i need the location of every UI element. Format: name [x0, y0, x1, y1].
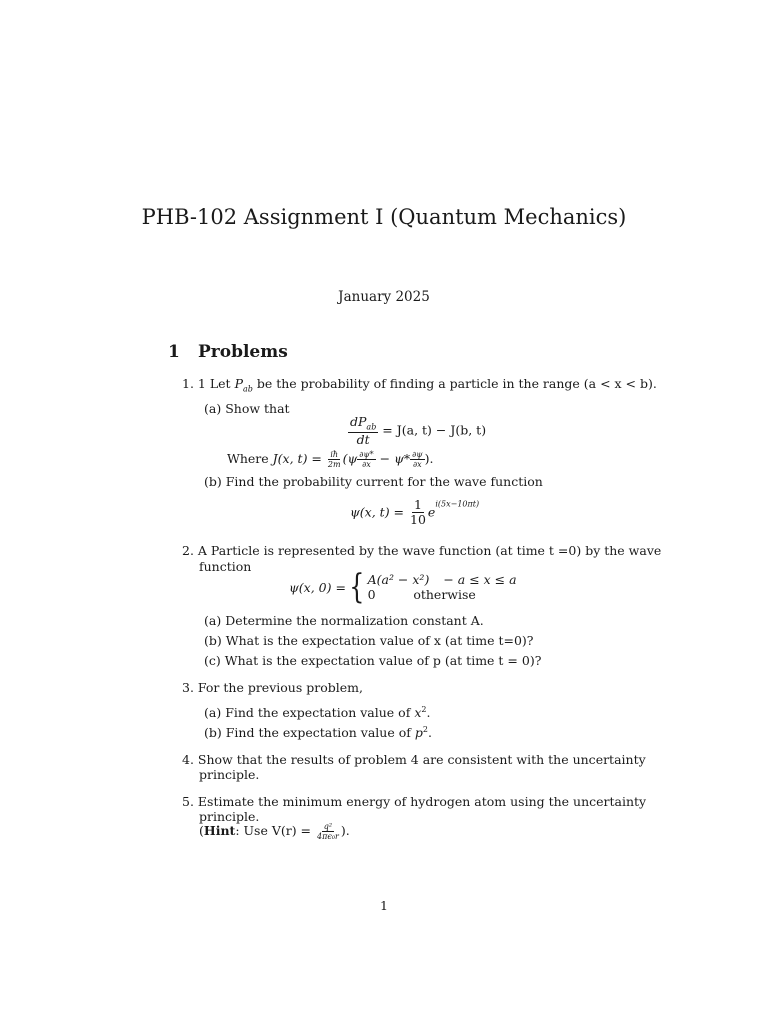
problem-5-line1: Estimate the minimum energy of hydrogen atom using the uncertainty	[197, 794, 647, 809]
problem-5	[182, 794, 646, 809]
problem-number: 5.	[182, 794, 194, 809]
part-text: Find the expectation value of	[225, 725, 411, 741]
eq-den: 10	[410, 512, 426, 528]
problem-1	[182, 376, 657, 394]
part-text: Find the expectation value of	[225, 705, 411, 721]
part-label: (b)	[204, 725, 222, 741]
hint-num: q²	[323, 822, 333, 831]
problem-3	[182, 680, 363, 695]
d1-num: ∂ψ*	[359, 450, 374, 459]
coef-num: iħ	[330, 450, 339, 459]
equation-dpab-dt	[348, 415, 486, 447]
section-title: Problems	[198, 342, 288, 362]
page-number: 1	[380, 898, 388, 913]
case2-expr: 0	[367, 587, 376, 602]
part-end: .	[426, 705, 431, 721]
problem-number: 2.	[182, 543, 194, 558]
current-definition	[227, 450, 433, 469]
part-end: .	[427, 725, 432, 741]
problem-number: 4.	[182, 752, 194, 767]
coef-den: 2m	[327, 460, 341, 470]
where-prefix: Where	[227, 451, 269, 467]
problem-5-line2: principle.	[199, 809, 260, 824]
document-date: January 2025	[338, 289, 430, 305]
problem-number: 3.	[182, 680, 194, 695]
case1-expr: A(a² − x²)	[367, 572, 430, 587]
hint-close: ).	[340, 823, 350, 839]
problem-4-line1: Show that the results of problem 4 are consistent with the uncertainty	[197, 752, 646, 767]
fraction-1-10	[408, 498, 428, 528]
problem-3a	[204, 705, 430, 720]
problem-2a	[204, 613, 484, 628]
brace-glyph: {	[349, 567, 365, 607]
piecewise-equation	[289, 567, 517, 607]
where-body-3: ).	[424, 451, 434, 467]
problem-1-var: P	[234, 376, 243, 391]
part-text: Show that	[225, 401, 290, 416]
problem-number: 1.	[182, 376, 194, 391]
part-label: (b)	[204, 633, 222, 648]
part-sup: 2	[422, 725, 428, 734]
derivative-2	[410, 450, 424, 469]
equation-wavefunction	[350, 498, 479, 528]
fraction-dpab-dt	[348, 415, 378, 447]
hint-text: : Use V(r) =	[235, 823, 312, 839]
problem-1-var-sub: ab	[242, 384, 253, 394]
section-heading	[168, 342, 288, 362]
hint-fraction	[315, 822, 341, 841]
piecewise-lhs: ψ(x, 0) =	[289, 579, 346, 595]
where-body-2: − ψ*	[379, 451, 411, 467]
problem-1b	[204, 474, 543, 489]
problem-1a	[204, 401, 290, 416]
hint-open: (	[199, 823, 204, 839]
d2-num: ∂ψ	[412, 450, 423, 459]
part-text: Find the probability current for the wave function	[225, 474, 543, 489]
coef-fraction	[326, 450, 343, 469]
problem-4	[182, 752, 646, 767]
part-label: (a)	[204, 401, 222, 416]
problem-2-line1: A Particle is represented by the wave function (at time t =0) by the wave	[197, 543, 662, 558]
where-lhs: J(x, t) =	[272, 451, 322, 467]
problem-1-intro-suffix: be the probability of finding a particle in the range (a < x < b).	[256, 376, 657, 391]
part-label: (c)	[204, 653, 221, 668]
case2-cond: otherwise	[413, 587, 476, 602]
problem-2	[182, 543, 661, 558]
problem-5-hint	[199, 822, 350, 841]
where-body-1: (ψ	[342, 451, 358, 467]
case1-cond: − a ≤ x ≤ a	[443, 572, 517, 587]
part-label: (a)	[204, 705, 222, 721]
piecewise-cases	[368, 572, 517, 602]
part-text: What is the expectation value of x (at time t=0)?	[225, 633, 534, 648]
eq-numerator-sub: ab	[366, 422, 377, 432]
derivative-1	[357, 450, 375, 469]
eq-exp: i(5x−10πt)	[435, 499, 480, 509]
eq-lhs: ψ(x, t) =	[350, 504, 405, 520]
part-math: x	[414, 705, 422, 721]
document-title: PHB-102 Assignment I (Quantum Mechanics)	[141, 205, 627, 229]
part-text: Determine the normalization constant A.	[225, 613, 484, 628]
eq-rhs: = J(a, t) − J(b, t)	[382, 422, 487, 438]
part-math: p	[414, 725, 423, 741]
problem-2b	[204, 633, 534, 648]
part-sup: 2	[421, 705, 427, 714]
problem-3b	[204, 725, 432, 740]
part-label: (a)	[204, 613, 222, 628]
problem-2-line2: function	[199, 559, 252, 574]
problem-3-intro: For the previous problem,	[197, 680, 363, 695]
eq-exp-base: e	[427, 504, 436, 520]
d2-den: ∂x	[413, 460, 422, 470]
d1-den: ∂x	[362, 460, 371, 470]
hint-den: 4πϵ₀r	[317, 832, 339, 842]
part-text: What is the expectation value of p (at time t = 0)?	[224, 653, 542, 668]
problem-1-intro-prefix: 1 Let	[197, 376, 231, 391]
problem-4-line2: principle.	[199, 767, 260, 782]
eq-denominator: dt	[356, 431, 370, 447]
hint-bold: Hint	[203, 823, 236, 839]
part-label: (b)	[204, 474, 222, 489]
section-number: 1	[168, 342, 180, 362]
eq-numerator: dP	[350, 414, 367, 429]
eq-num: 1	[413, 497, 422, 512]
problem-2c	[204, 653, 541, 668]
